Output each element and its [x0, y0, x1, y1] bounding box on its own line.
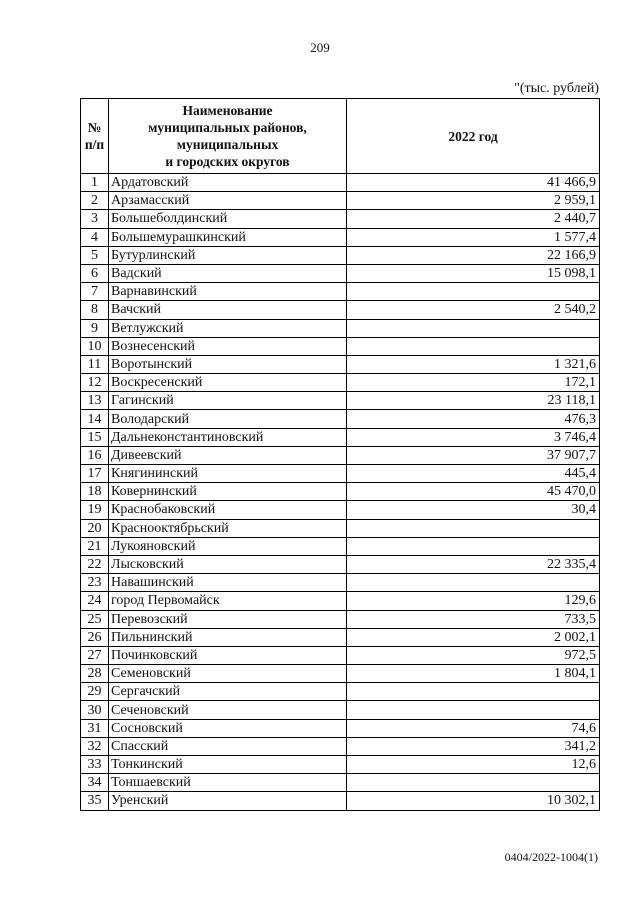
- value-2022: 341,2: [347, 737, 600, 755]
- district-name: Уренский: [109, 792, 347, 810]
- district-name: Сеченовский: [109, 701, 347, 719]
- district-name: Ардатовский: [109, 174, 347, 192]
- value-2022: 37 907,7: [347, 446, 600, 464]
- row-number: 8: [81, 301, 109, 319]
- table-row: [81, 501, 600, 519]
- table-row: [81, 355, 600, 373]
- row-number: 28: [81, 665, 109, 683]
- row-number: 34: [81, 774, 109, 792]
- value-2022: [347, 319, 600, 337]
- district-name: Воскресенский: [109, 374, 347, 392]
- table-row: [81, 210, 600, 228]
- header-name-line: муниципальных районов,: [148, 120, 307, 135]
- table-row: [81, 410, 600, 428]
- row-number: 32: [81, 737, 109, 755]
- table-row: [81, 719, 600, 737]
- value-2022: 1 804,1: [347, 665, 600, 683]
- district-name: Арзамасский: [109, 192, 347, 210]
- district-name: Володарский: [109, 410, 347, 428]
- value-2022: 74,6: [347, 719, 600, 737]
- district-name: Сергачский: [109, 683, 347, 701]
- value-2022: [347, 774, 600, 792]
- district-name: Княгининский: [109, 465, 347, 483]
- row-number: 17: [81, 465, 109, 483]
- value-2022: 2 540,2: [347, 301, 600, 319]
- district-name: Дивеевский: [109, 446, 347, 464]
- district-name: Лысковский: [109, 555, 347, 573]
- district-name: Пильнинский: [109, 628, 347, 646]
- value-2022: 10 302,1: [347, 792, 600, 810]
- value-2022: [347, 519, 600, 537]
- table-row: [81, 319, 600, 337]
- district-name: город Первомайск: [109, 592, 347, 610]
- table-row: [81, 192, 600, 210]
- table-row: [81, 665, 600, 683]
- district-name: Лукояновский: [109, 537, 347, 555]
- district-name: Большемурашкинский: [109, 228, 347, 246]
- district-name: Тонкинский: [109, 756, 347, 774]
- value-2022: 45 470,0: [347, 483, 600, 501]
- header-num: [81, 99, 109, 174]
- units-label: "(тыс. рублей): [514, 81, 599, 96]
- row-number: 6: [81, 264, 109, 282]
- district-name: Краснооктябрьский: [109, 519, 347, 537]
- table-body: [81, 174, 600, 811]
- table-row: [81, 446, 600, 464]
- row-number: 13: [81, 392, 109, 410]
- row-number: 19: [81, 501, 109, 519]
- value-2022: 23 118,1: [347, 392, 600, 410]
- district-name: Дальнеконстантиновский: [109, 428, 347, 446]
- row-number: 1: [81, 174, 109, 192]
- table-row: [81, 483, 600, 501]
- value-2022: 733,5: [347, 610, 600, 628]
- table-row: [81, 701, 600, 719]
- row-number: 12: [81, 374, 109, 392]
- district-name: Ветлужский: [109, 319, 347, 337]
- district-name: Спасский: [109, 737, 347, 755]
- district-name: Сосновский: [109, 719, 347, 737]
- row-number: 29: [81, 683, 109, 701]
- value-2022: 972,5: [347, 646, 600, 664]
- value-2022: 12,6: [347, 756, 600, 774]
- district-name: Перевозский: [109, 610, 347, 628]
- page-number: 209: [310, 40, 330, 55]
- header-num-line: №: [87, 120, 102, 135]
- value-2022: 30,4: [347, 501, 600, 519]
- value-2022: [347, 683, 600, 701]
- row-number: 25: [81, 610, 109, 628]
- municipal-table: [80, 98, 600, 811]
- table-row: [81, 574, 600, 592]
- table-row: [81, 392, 600, 410]
- row-number: 2: [81, 192, 109, 210]
- value-2022: 22 335,4: [347, 555, 600, 573]
- row-number: 4: [81, 228, 109, 246]
- district-name: Воротынский: [109, 355, 347, 373]
- district-name: Большеболдинский: [109, 210, 347, 228]
- row-number: 18: [81, 483, 109, 501]
- row-number: 27: [81, 646, 109, 664]
- value-2022: 22 166,9: [347, 246, 600, 264]
- district-name: Варнавинский: [109, 283, 347, 301]
- row-number: 5: [81, 246, 109, 264]
- table-row: [81, 610, 600, 628]
- table-row: [81, 592, 600, 610]
- district-name: Семеновский: [109, 665, 347, 683]
- table-row: [81, 428, 600, 446]
- header-year: 2022 год: [347, 99, 600, 174]
- table-row: [81, 264, 600, 282]
- table-row: [81, 737, 600, 755]
- row-number: 31: [81, 719, 109, 737]
- table-row: [81, 337, 600, 355]
- value-2022: [347, 283, 600, 301]
- table-row: [81, 465, 600, 483]
- row-number: 33: [81, 756, 109, 774]
- table-row: [81, 228, 600, 246]
- row-number: 9: [81, 319, 109, 337]
- district-name: Гагинский: [109, 392, 347, 410]
- row-number: 7: [81, 283, 109, 301]
- table-row: [81, 792, 600, 810]
- value-2022: 2 440,7: [347, 210, 600, 228]
- value-2022: 1 321,6: [347, 355, 600, 373]
- row-number: 21: [81, 537, 109, 555]
- table-row: [81, 301, 600, 319]
- table-row: [81, 774, 600, 792]
- value-2022: 172,1: [347, 374, 600, 392]
- header-name: [109, 99, 347, 174]
- table-row: [81, 537, 600, 555]
- header-name-line: и городских округов: [165, 154, 290, 169]
- table-row: [81, 628, 600, 646]
- row-number: 30: [81, 701, 109, 719]
- row-number: 11: [81, 355, 109, 373]
- value-2022: 2 959,1: [347, 192, 600, 210]
- value-2022: 15 098,1: [347, 264, 600, 282]
- row-number: 20: [81, 519, 109, 537]
- district-name: Навашинский: [109, 574, 347, 592]
- table-row: [81, 756, 600, 774]
- value-2022: 41 466,9: [347, 174, 600, 192]
- district-name: Вознесенский: [109, 337, 347, 355]
- row-number: 15: [81, 428, 109, 446]
- row-number: 3: [81, 210, 109, 228]
- value-2022: 2 002,1: [347, 628, 600, 646]
- district-name: Вачский: [109, 301, 347, 319]
- value-2022: 129,6: [347, 592, 600, 610]
- row-number: 10: [81, 337, 109, 355]
- document-code: 0404/2022-1004(1): [504, 850, 598, 864]
- value-2022: 445,4: [347, 465, 600, 483]
- row-number: 35: [81, 792, 109, 810]
- district-name: Тоншаевский: [109, 774, 347, 792]
- value-2022: [347, 337, 600, 355]
- table-row: [81, 519, 600, 537]
- table-row: [81, 555, 600, 573]
- row-number: 24: [81, 592, 109, 610]
- table-row: [81, 646, 600, 664]
- row-number: 26: [81, 628, 109, 646]
- value-2022: 476,3: [347, 410, 600, 428]
- table-row: [81, 283, 600, 301]
- district-name: Ковернинский: [109, 483, 347, 501]
- district-name: Бутурлинский: [109, 246, 347, 264]
- header-num-line: п/п: [84, 137, 105, 152]
- table-row: [81, 374, 600, 392]
- row-number: 14: [81, 410, 109, 428]
- district-name: Починковский: [109, 646, 347, 664]
- row-number: 23: [81, 574, 109, 592]
- table-row: [81, 246, 600, 264]
- header-row: [81, 99, 600, 174]
- district-name: Краснобаковский: [109, 501, 347, 519]
- table-row: [81, 683, 600, 701]
- value-2022: 1 577,4: [347, 228, 600, 246]
- value-2022: [347, 701, 600, 719]
- value-2022: [347, 574, 600, 592]
- table-row: [81, 174, 600, 192]
- value-2022: 3 746,4: [347, 428, 600, 446]
- row-number: 16: [81, 446, 109, 464]
- value-2022: [347, 537, 600, 555]
- header-name-line: Наименование: [182, 103, 273, 118]
- header-name-line: муниципальных: [176, 137, 279, 152]
- district-name: Вадский: [109, 264, 347, 282]
- row-number: 22: [81, 555, 109, 573]
